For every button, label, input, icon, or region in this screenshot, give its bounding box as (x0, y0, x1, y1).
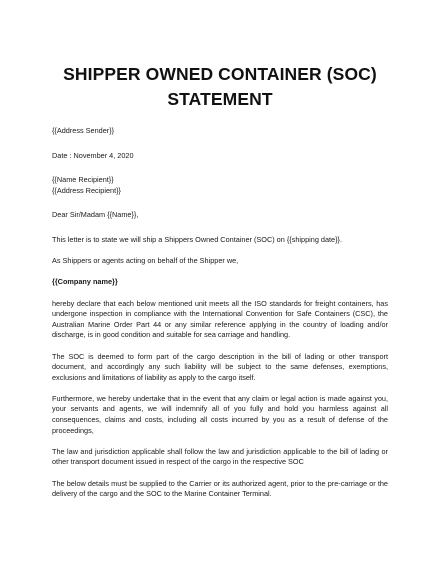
law-paragraph: The law and jurisdiction applicable shall follow the law and jurisdiction applicable to the bill of lading or other transport document issued in respect of the cargo in the respective SOC (52, 446, 388, 467)
address-recipient: {{Address Recipient}} (52, 185, 121, 195)
name-recipient: {{Name Recipient}} (52, 175, 114, 185)
address-sender: {{Address Sender}} (52, 126, 115, 135)
date-line: Date : November 4, 2020 (52, 150, 134, 160)
details-paragraph: The below details must be supplied to the Carrier or its authorized agent, prior to the pre-carriage or the delivery of the cargo and the SOC to the Marine Container Terminal. (52, 478, 388, 499)
declaration-paragraph: hereby declare that each below mentioned unit meets all the ISO standards for freight containers, has undergone inspection in compliance with the International Convention for Safe Containers (CSC), the Australian Marine Order Part 44 or any similar reference applying in the country of loading and/or discharge, is in good condition and suitable for sea carriage and handling. (52, 298, 388, 340)
intro-paragraph: This letter is to state we will ship a Shippers Owned Container (SOC) on {{shipping date}}. (52, 234, 343, 244)
indemnity-paragraph: Furthermore, we hereby undertake that in the event that any claim or legal action is made against you, your servants and agents, we will indemnify all of you fully and hold you harmless against all consequences, claims and costs, including all costs incurred by you as a result of defense of the proceedings, (52, 393, 388, 435)
soc-paragraph: The SOC is deemed to form part of the cargo description in the bill of lading or other transport document, and accordingly any such liability will be subject to the same defenses, exemptions, exclusions and limitations of liability as apply to the cargo itself. (52, 351, 388, 382)
title-line-1: SHIPPER OWNED CONTAINER (SOC) (63, 64, 377, 84)
title-line-2: STATEMENT (167, 89, 273, 109)
document-title (52, 62, 388, 112)
salutation: Dear Sir/Madam {{Name}}, (52, 210, 139, 220)
company-name: {{Company name}} (52, 277, 118, 287)
acting-paragraph: As Shippers or agents acting on behalf of the Shipper we, (52, 256, 239, 266)
